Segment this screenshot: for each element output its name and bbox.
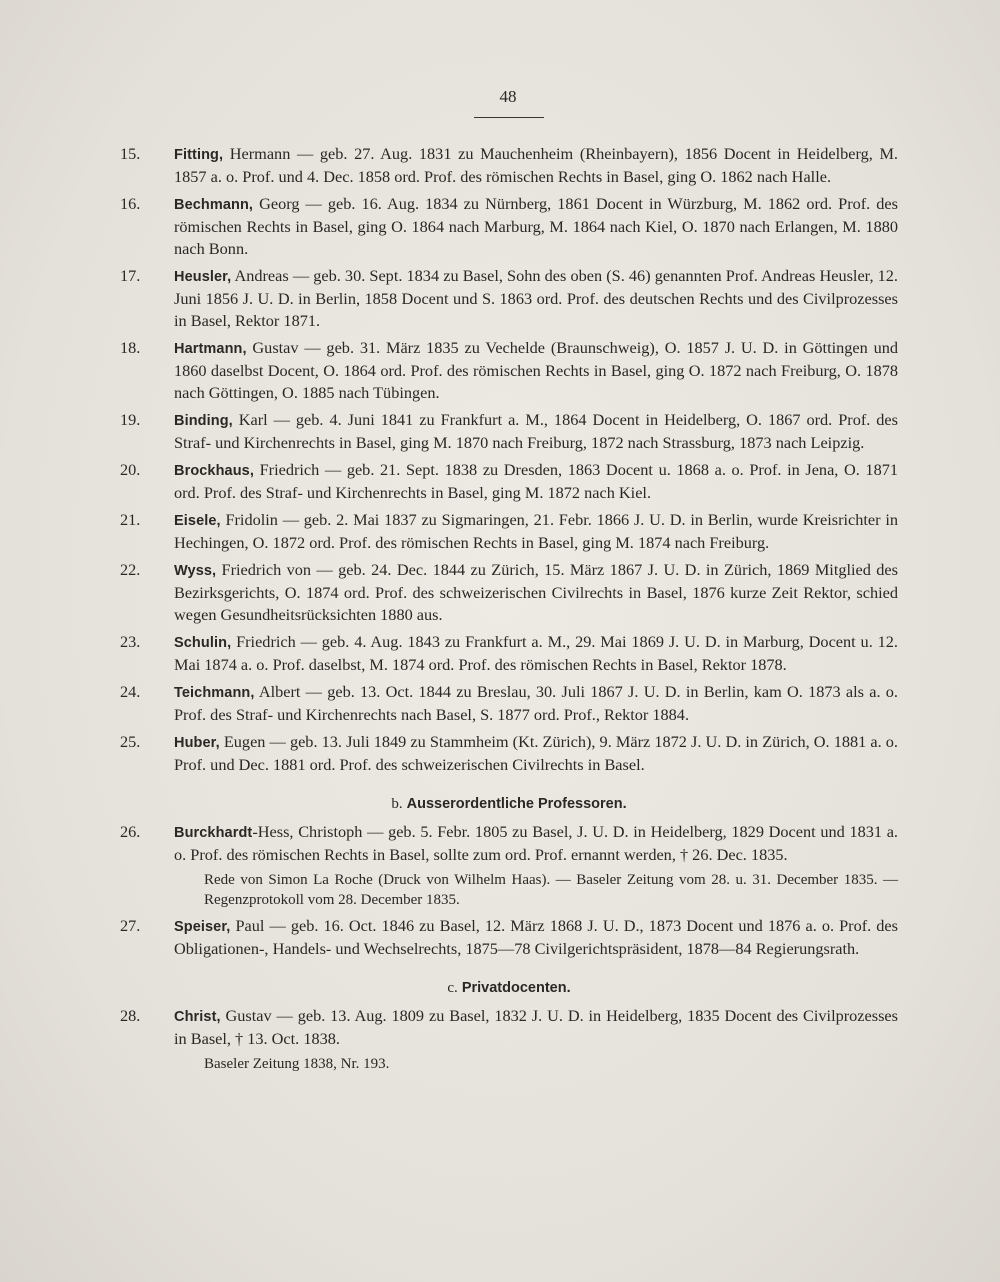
section-letter: b. xyxy=(391,796,403,812)
entry-number: 16. xyxy=(120,194,141,213)
entry-16 xyxy=(120,193,898,260)
entry-text: Friedrich von — geb. 24. Dec. 1844 zu Zürich, 15. März 1867 J. U. D. in Zürich, 1869 Mitglied des Bezirksgerichts, O. 1874 ord. Prof. des schweizerischen Civilrechts in Basel, 1876 kurze Zeit Rektor, schied wegen Gesundheitsrücksichten 1880 aus. xyxy=(174,560,898,624)
entry-text: Gustav — geb. 13. Aug. 1809 zu Basel, 1832 J. U. D. in Heidelberg, 1835 Docent des Civilprozesses in Basel, † 13. Oct. 1838. xyxy=(174,1006,898,1048)
entry-name: Brockhaus, xyxy=(174,463,254,479)
entry-25 xyxy=(120,731,898,776)
entry-number: 25. xyxy=(120,732,141,751)
entry-21 xyxy=(120,509,898,554)
entry-23 xyxy=(120,631,898,676)
section-heading-c xyxy=(120,980,898,997)
entry-number: 26. xyxy=(120,822,141,841)
entry-28 xyxy=(120,1005,898,1074)
entry-text: Paul — geb. 16. Oct. 1846 zu Basel, 12. März 1868 J. U. D., 1873 Docent und 1876 a. o. Prof. des Obligationen-, Handels- und Wechselrechts, 1875—78 Civilgerichtspräsident, 1878—84 Regierungsrath. xyxy=(174,916,898,958)
section-title: Ausserordentliche Professoren. xyxy=(406,796,627,812)
entry-name: Teichmann, xyxy=(174,685,255,701)
entry-name: Heusler, xyxy=(174,269,232,285)
entry-name: Burckhardt xyxy=(174,825,253,841)
entry-number: 21. xyxy=(120,510,141,529)
entry-number: 23. xyxy=(120,632,141,651)
entry-26 xyxy=(120,821,898,910)
entry-number: 24. xyxy=(120,682,141,701)
entry-number: 15. xyxy=(120,144,141,163)
entry-18 xyxy=(120,337,898,404)
entry-text: Karl — geb. 4. Juni 1841 zu Frankfurt a. M., 1864 Docent in Heidelberg, O. 1867 ord. Prof. des Straf- und Kirchenrechts in Basel, ging M. 1870 nach Freiburg, 1872 nach Strassburg, 1873 nach Leipzig. xyxy=(174,410,898,452)
entry-text: Georg — geb. 16. Aug. 1834 zu Nürnberg, 1861 Docent in Würzburg, M. 1862 ord. Prof. des römischen Rechts in Basel, ging O. 1864 nach Marburg, M. 1864 nach Kiel, O. 1870 nach Erlangen, M. 1880 nach Bonn. xyxy=(174,194,898,258)
entry-number: 20. xyxy=(120,460,141,479)
entry-name: Fitting, xyxy=(174,147,224,163)
entry-text: Albert — geb. 13. Oct. 1844 zu Breslau, 30. Juli 1867 J. U. D. in Berlin, kam O. 1873 als a. o. Prof. des Straf- und Kirchenrechts nach Basel, S. 1877 ord. Prof., Rektor 1884. xyxy=(174,682,898,724)
entry-text: Fridolin — geb. 2. Mai 1837 zu Sigmaringen, 21. Febr. 1866 J. U. D. in Berlin, wurde Kreisrichter in Hechingen, O. 1872 ord. Prof. des römischen Rechts in Basel, ging M. 1874 nach Freiburg. xyxy=(174,510,898,552)
entry-name: Hartmann, xyxy=(174,341,247,357)
entry-20 xyxy=(120,459,898,504)
entry-text: Andreas — geb. 30. Sept. 1834 zu Basel, Sohn des oben (S. 46) genannten Prof. Andreas Heusler, 12. Juni 1856 J. U. D. in Berlin, 1858 Docent und S. 1863 ord. Prof. des deutschen Rechts und des Civilprozesses in Basel, Rektor 1871. xyxy=(174,266,898,330)
entry-number: 28. xyxy=(120,1006,141,1025)
entry-name: Bechmann, xyxy=(174,197,254,213)
entry-name: Speiser, xyxy=(174,919,231,935)
entry-source-note: Baseler Zeitung 1838, Nr. 193. xyxy=(204,1056,390,1072)
entry-number: 22. xyxy=(120,560,141,579)
entry-text: -Hess, Christoph — geb. 5. Febr. 1805 zu Basel, J. U. D. in Heidelberg, 1829 Docent und 1831 a. o. Prof. des römischen Rechts in Basel, sollte zum ord. Prof. ernannt werden, † 26. Dec. 1835. xyxy=(174,822,898,864)
entry-text: Eugen — geb. 13. Juli 1849 zu Stammheim (Kt. Zürich), 9. März 1872 J. U. D. in Zürich, O. 1881 a. o. Prof. und Dec. 1881 ord. Prof. des schweizerischen Civilrechts in Basel. xyxy=(174,732,898,774)
entry-number: 17. xyxy=(120,266,141,285)
entry-name: Huber, xyxy=(174,735,220,751)
entry-name: Eisele, xyxy=(174,513,221,529)
section-letter: c. xyxy=(447,980,458,996)
section-title: Privatdocenten. xyxy=(461,980,571,996)
entry-name: Schulin, xyxy=(174,635,232,651)
entry-source-note: Rede von Simon La Roche (Druck von Wilhelm Haas). — Baseler Zeitung vom 28. u. 31. December 1835. — Regenzprotokoll vom 28. December 1835. xyxy=(204,872,898,908)
page-number: 48 xyxy=(499,87,517,106)
entry-number: 19. xyxy=(120,410,141,429)
entry-22 xyxy=(120,559,898,626)
entry-27 xyxy=(120,915,898,960)
page-number-rule xyxy=(474,117,544,118)
entry-text: Gustav — geb. 31. März 1835 zu Vechelde (Braunschweig), O. 1857 J. U. D. in Göttingen und 1860 daselbst Docent, O. 1864 ord. Prof. des römischen Rechts in Basel, ging O. 1872 nach Freiburg, O. 1878 nach Göttingen, O. 1885 nach Tübingen. xyxy=(174,338,898,402)
entry-text: Friedrich — geb. 4. Aug. 1843 zu Frankfurt a. M., 29. Mai 1869 J. U. D. in Marburg, Docent u. 12. Mai 1874 a. o. Prof. daselbst, M. 1874 ord. Prof. des römischen Rechts in Basel, Rektor 1878. xyxy=(174,632,898,674)
document-body xyxy=(120,143,898,1079)
section-heading-b xyxy=(120,796,898,813)
entry-17 xyxy=(120,265,898,332)
entry-name: Wyss, xyxy=(174,563,217,579)
entry-name: Binding, xyxy=(174,413,233,429)
entry-text: Friedrich — geb. 21. Sept. 1838 zu Dresden, 1863 Docent u. 1868 a. o. Prof. in Jena, O. 1871 ord. Prof. des Straf- und Kirchenrechts in Basel, ging M. 1872 nach Kiel. xyxy=(174,460,898,502)
entry-number: 18. xyxy=(120,338,141,357)
entry-text: Hermann — geb. 27. Aug. 1831 zu Mauchenheim (Rheinbayern), 1856 Docent in Heidelberg, M. 1857 a. o. Prof. und 4. Dec. 1858 ord. Prof. des römischen Rechts in Basel, ging O. 1862 nach Halle. xyxy=(174,144,898,186)
entry-name: Christ, xyxy=(174,1009,221,1025)
entry-24 xyxy=(120,681,898,726)
entry-19 xyxy=(120,409,898,454)
entry-number: 27. xyxy=(120,916,141,935)
entry-15 xyxy=(120,143,898,188)
